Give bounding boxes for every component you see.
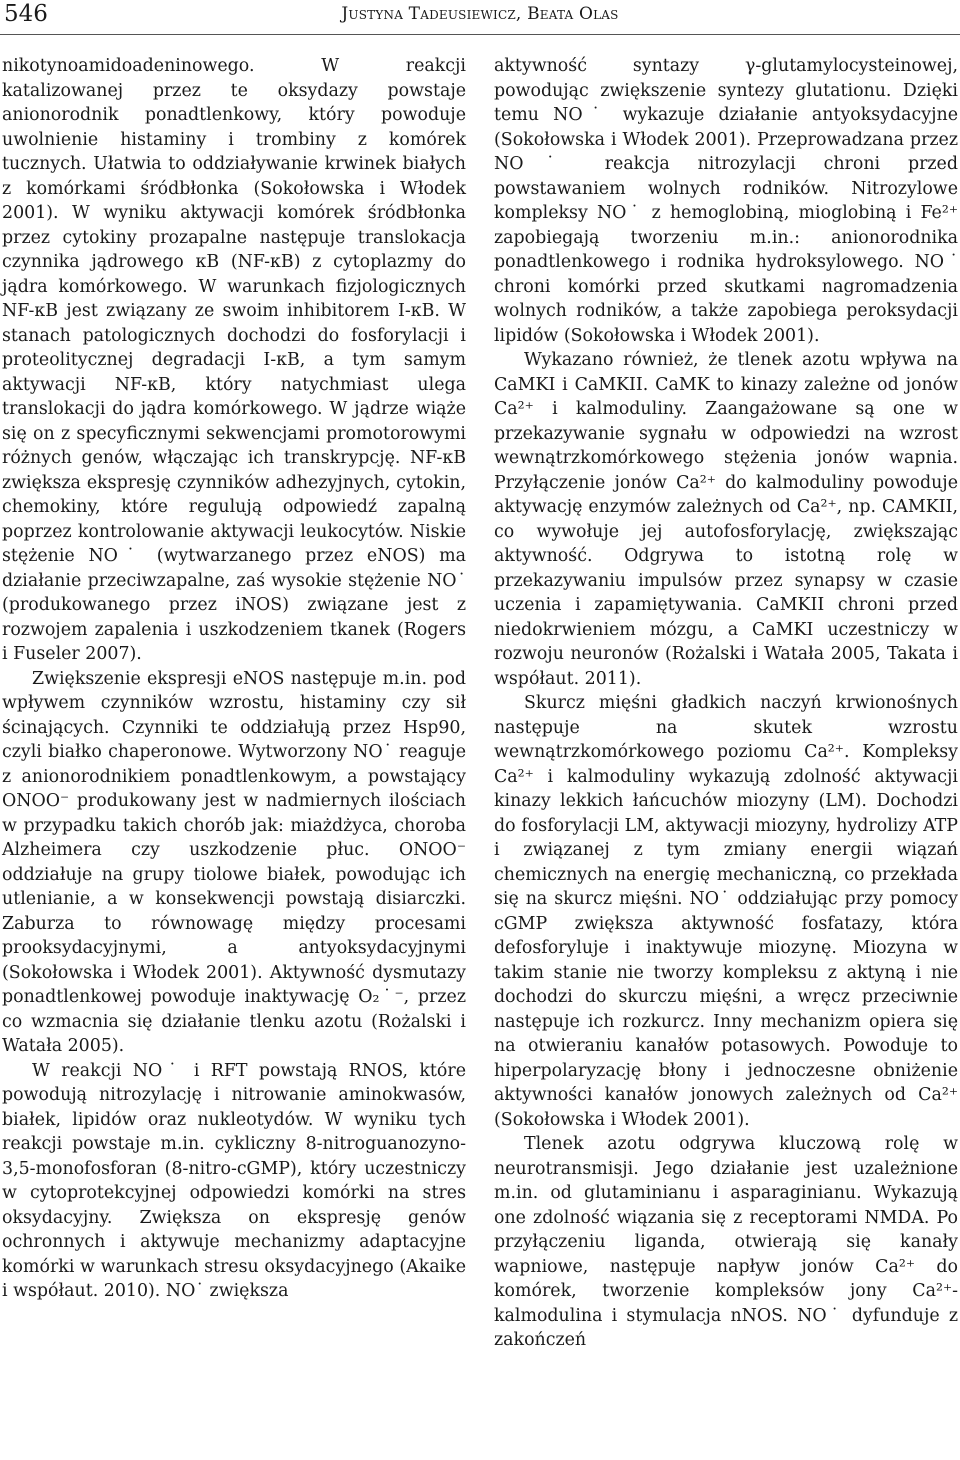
paragraph: W reakcji NO˙ i RFT powstają RNOS, które powodują nitrozylację i nitrowanie aminokwasów, białek, lipidów oraz nukleotydów. W wyniku tych reakcji powstaje m.in. cykliczny 8-nitroguanozyno-3,5-monofosforan (8-nitro-cGMP), który uczestniczy w cytoprotekcyjnej odpowiedzi komórki na stres oksydacyjny. Zwiększa on ekspresję genów ochronnych i aktywuje mechanizmy adaptacyjne komórki w warunkach stresu oksydacyjnego (Akaike i współaut. 2010). NO˙ zwiększa: [2, 1060, 466, 1301]
right-column: [494, 54, 958, 1353]
paragraph: aktywność syntazy γ-glutamylocysteinowej, powodując zwiększenie syntezy glutationu. Dzięki temu NO˙ wykazuje działanie antyoksydacyjne (Sokołowska i Włodek 2001). Przeprowadzana przez NO˙ reakcja nitrozylacji chroni przed powstawaniem wolnych rodników. Nitrozylowe kompleksy NO˙ z hemoglobiną, mioglobiną i Fe²⁺ zapobiegają tworzeniu m.in.: anionorodnika ponadtlenkowego i rodnika hydroksylowego. NO˙ chroni komórki przed skutkami nagromadzenia wolnych rodników, a także zapobiega peroksydacji lipidów (Sokołowska i Włodek 2001).: [494, 56, 958, 346]
paragraph: Skurcz mięśni gładkich naczyń krwionośnych następuje na skutek wzrostu wewnątrzkomórkowego poziomu Ca²⁺. Kompleksy Ca²⁺ i kalmoduliny wykazują zdolność aktywacji kinazy lekkich łańcuchów miozyny (LM). Dochodzi do fosforylacji LM, aktywacji miozyny, hydrolizy ATP i związanej z tym zmiany energii wiązań chemicznych na energię mechaniczną, co przekłada się na skurcz mięśni. NO˙ oddziałując przy pomocy cGMP zwiększa aktywność fosfatazy, która defosforyluje i inaktywuje miozynę. Miozyna w takim stanie nie tworzy kompleksu z aktyną i nie dochodzi do skurczu mięśni, a wręcz przeciwnie następuje ich rozkurcz. Inny mechanizm opiera się na otwieraniu kanałów potasowych. Powoduje to hiperpolaryzację błony i jednoczesne obniżenie aktywności kanałów jonowych zależnych od Ca²⁺ (Sokołowska i Włodek 2001).: [494, 693, 958, 1130]
page-number: 546: [4, 1, 48, 27]
paragraph: Tlenek azotu odgrywa kluczową rolę w neurotransmisji. Jego działanie jest uzależnione m.in. od glutaminianu i asparaginianu. Wykazują one zdolność wiązania się z receptorami NMDA. Po przyłączeniu liganda, otwierają się kanały wapniowe, następuje napływ jonów Ca²⁺ do komórek, tworzenie kompleksów jony Ca²⁺-kalmodulina i stymulacja nNOS. NO˙ dyfunduje z zakończeń: [494, 1134, 958, 1350]
left-column: [2, 54, 466, 1304]
header-rule: [0, 34, 960, 35]
paragraph: nikotynoamidoadeninowego. W reakcji katalizowanej przez te oksydazy powstaje anionorodnik ponadtlenkowy, który powoduje uwolnienie histaminy i trombiny z komórek tucznych. Ułatwia to oddziaływanie krwinek białych z komórkami śródbłonka (Sokołowska i Włodek 2001). W wyniku aktywacji komórek śródbłonka przez cytokiny prozapalne następuje translokacja czynnika jądrowego κB (NF-κB) z cytoplazmy do jądra komórkowego. W warunkach fizjologicznych NF-κB jest związany ze swoim inhibitorem I-κB. W stanach patologicznych dochodzi do fosforylacji i proteolitycznej degradacji I-κB, a tym samym aktywacji NF-κB, który natychmiast ulega translokacji do jądra komórkowego. W jądrze wiąże się on z specyficznymi sekwencjami promotorowymi różnych genów, włączając ich transkrypcję. NF-κB zwiększa ekspresję czynników adhezyjnych, cytokin, chemokiny, które regulują odpowiedź zapalną poprzez kontrolowanie aktywacji leukocytów. Niskie stężenie NO˙ (wytwarzanego przez eNOS) ma działanie przeciwzapalne, zaś wysokie stężenie NO˙ (produkowanego przez iNOS) związane jest z rozwojem zapalenia i uszkodzeniem tkanek (Rogers i Fuseler 2007).: [2, 56, 466, 664]
running-head: Justyna Tadeusiewicz, Beata Olas: [341, 4, 619, 24]
page-header: [0, 0, 960, 44]
paragraph: Zwiększenie ekspresji eNOS następuje m.in. pod wpływem czynników wzrostu, histaminy czy sił ścinających. Czynniki te oddziałują przez Hsp90, czyli białko chaperonowe. Wytworzony NO˙ reaguje z anionorodnikiem ponadtlenkowym, a powstający ONOO⁻ produkowany jest w nadmiernych ilościach w przypadku takich chorób jak: miażdżyca, choroba Alzheimera czy uszkodzenie płuc. ONOO⁻ oddziałuje na grupy tiolowe białek, powodując ich utlenianie, a w konsekwencji powstają disiarczki. Zaburza to równowagę między procesami prooksydacyjnymi, a antyoksydacyjnymi (Sokołowska i Włodek 2001). Aktywność dysmutazy ponadtlenkowej powoduje inaktywację O₂˙⁻, przez co wzmacnia się działanie tlenku azotu (Rożalski i Watała 2005).: [2, 668, 466, 1056]
paragraph: Wykazano również, że tlenek azotu wpływa na CaMKI i CaMKII. CaMK to kinazy zależne od jonów Ca²⁺ i kalmoduliny. Zaangażowane są one w przekazywanie sygnału w odpowiedzi na wzrost wewnątrzkomórkowego stężenia jonów wapnia. Przyłączenie jonów Ca²⁺ do kalmoduliny powoduje aktywację enzymów zależnych od Ca²⁺, np. CAMKII, co wywołuje jej autofosforylację, zwiększając aktywność. Odgrywa to istotną rolę w przekazywaniu impulsów przez synapsy w czasie uczenia i zapamiętywania. CaMKII chroni przed niedokrwieniem mózgu, a CaMKI uczestniczy w rozwoju neuronów (Rożalski i Watała 2005, Takata i współaut. 2011).: [494, 350, 958, 689]
